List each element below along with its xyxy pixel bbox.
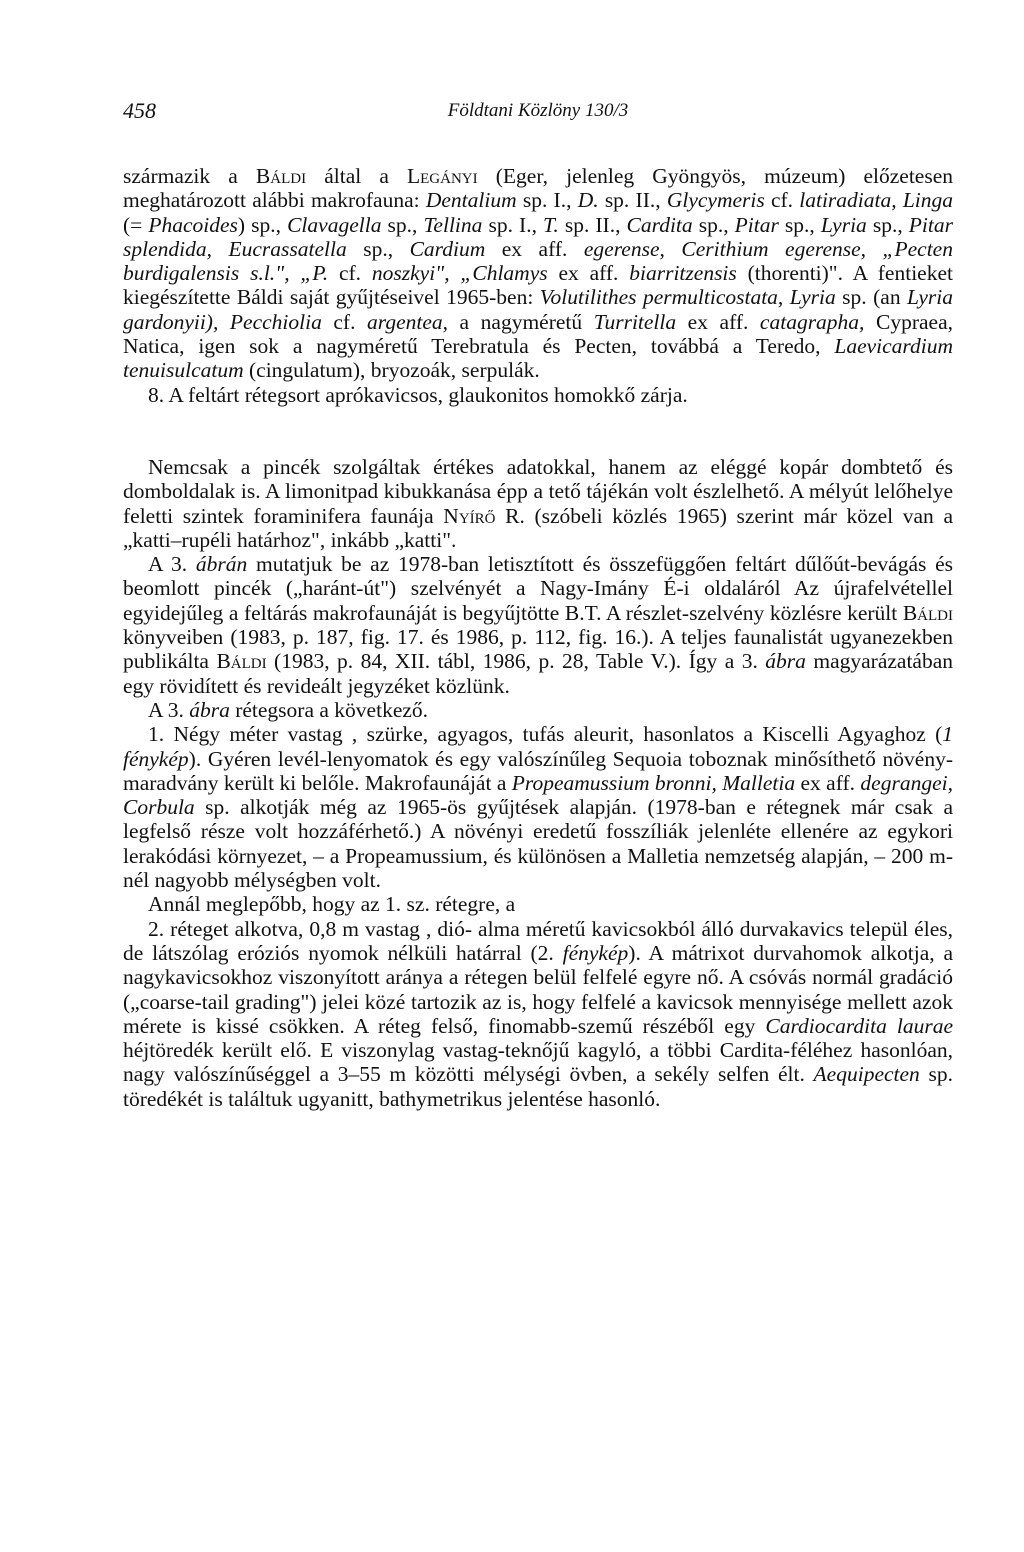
paragraph-transition: Annál meglepőbb, hogy az 1. sz. rétegre, a: [148, 892, 516, 917]
taxon-name: Laevicardium tenuisulcatum: [123, 334, 953, 383]
text-run: ex aff.: [676, 309, 760, 334]
text-run: sp. I.,: [482, 212, 544, 237]
paragraph-layer-2: [123, 917, 953, 1111]
paragraph-item-8: 8. A feltárt rétegsort aprókavicsos, glaukonitos homokkő zárja.: [148, 382, 688, 407]
text-run: Nemcsak a pincék szolgáltak értékes adatokkal, hanem az eléggé kopár dombtető és domboldalak is. A limonitpad kibukkanása épp a tető tájékán volt észlelhető. A mélyút lelőhelye feletti szintek foraminifera faunája: [123, 454, 953, 528]
taxon-name: Volutilithes permulticostata, Lyria: [539, 285, 836, 310]
text-run: 2. réteget alkotva, 0,8 m vastag , dió- alma méretű kavicsokból álló durvakavics települ éles, de látszólag eróziós nyomok nélküli határral (2.: [123, 916, 953, 965]
text-run: R. (szóbeli közlés 1965) szerint már közel van a „katti–rupéli határhoz", inkább „katti".: [123, 503, 953, 552]
taxon-name: degrangei, Corbula: [123, 770, 953, 820]
text-run: sp. II.,: [598, 188, 667, 213]
taxon-name: Cardium: [409, 236, 486, 261]
text-run: (thorenti)". A fentieket kiegészítette Báldi saját gyűjtéseivel 1965-ben:: [123, 261, 953, 310]
paragraph-hilltop: [123, 455, 953, 552]
text-run: sp. (an: [835, 285, 908, 310]
text-run: magyarázatában egy rövidített és revideált jegyzéket közlünk.: [123, 649, 954, 698]
taxon-name: catagrapha,: [759, 309, 865, 334]
text-run: sp.,: [692, 212, 735, 237]
page: [123, 92, 953, 1111]
taxon-name: D.: [577, 188, 599, 213]
text-run: ex aff.: [795, 770, 861, 795]
author-name: Báldi: [902, 600, 953, 625]
text-run: rétegsora a következő.: [229, 697, 429, 722]
text-run: ). Gyéren levél-lenyomatok és egy valószínűleg Sequoia toboznak minősíthető növény-maradvány került ki belőle. Makrofaunáját a: [123, 746, 953, 795]
paragraph-fauna: [123, 164, 953, 383]
text-run: (Eger, jelenleg Gyöngyös, múzeum) előzetesen meghatározott alábbi makrofauna:: [123, 164, 953, 213]
figure-reference: ábra: [765, 649, 806, 674]
text-run: sp. I.,: [516, 188, 578, 213]
text-run: Cypraea, Natica, igen sok a nagyméretű Terebratula és Pecten, továbbá a Teredo,: [123, 309, 953, 359]
text-run: sp.,: [346, 236, 410, 261]
taxon-name: Lyria: [820, 212, 867, 237]
text-run: a nagyméretű: [448, 309, 594, 334]
text-run: cf.: [321, 309, 367, 334]
text-run: ). A mátrixot durvahomok alkotja, a nagykavicsokhoz viszonyított aránya a rétegen belül felfelé egyre nő. A csóvás normál gradáció („coarse-tail grading") jelei közé tartozik az is, hogy felfelé a kavicsok mennyisége mellett azok mérete is kissé csökken. A réteg felső, finomabb-szemű részéből egy: [123, 940, 953, 1038]
figure-reference: ábra: [189, 697, 230, 722]
section-fauna-list: [123, 164, 953, 407]
photo-reference: fénykép: [562, 940, 629, 965]
text-run: (1983, p. 84, XII. tábl, 1986, p. 28, Table V.). Így a 3.: [266, 649, 766, 674]
text-run: által a: [306, 164, 407, 188]
text-run: sp. alkotják még az 1965-ös gyűjtések alapján. (1978-ban e rétegnek már csak a legfelső része volt hozzáférhető.) A növényi eredetű fosszíliák jelenléte ellenére az egykori lerakódási környezet, – a Propeamussium, és különösen a Malletia nemzetség alapján, – 200 m-nél nagyobb mélységben volt.: [123, 795, 953, 893]
paragraph-sequence-intro: [123, 698, 953, 722]
taxon-name: Cardiocardita laurae: [765, 1013, 953, 1038]
taxon-name: Glycymeris: [666, 188, 765, 213]
taxon-name: Clavagella: [287, 212, 382, 237]
taxon-name: Dentalium: [425, 188, 517, 213]
taxon-name: noszkyi", „Chlamys: [371, 261, 548, 286]
text-run: A 3.: [148, 552, 196, 577]
journal-title: Földtani Közlöny 130/3: [447, 100, 629, 121]
text-run: cf.: [328, 261, 372, 286]
text-run: A 3.: [148, 697, 190, 722]
taxon-name: T.: [543, 212, 559, 237]
text-run: (cingulatum), bryozoák, serpulák.: [243, 358, 540, 383]
author-name: Nyírő: [443, 503, 496, 528]
section-stratigraphy: [123, 455, 953, 1111]
page-number: 458: [123, 98, 156, 123]
taxon-name: biarritzensis: [629, 261, 737, 286]
taxon-name: Lyria gardonyii), Pecchiolia: [123, 285, 953, 334]
text-run: mutatjuk be az 1978-ban letisztított és összefüggően feltárt dűlőút-bevágás és beomlott pincék („haránt-út") szelvényét a Nagy-Imány É-i oldaláról Az újrafelvétellel egyidejűleg a feltárás makrofaunáját is begyűjtötte B.T. A részlet-szelvény közlésre került: [123, 552, 953, 625]
text-run: (=: [123, 212, 149, 237]
author-name: Báldi: [216, 649, 267, 674]
taxon-name: Tellina: [423, 212, 483, 237]
text-run: sp.,: [778, 212, 821, 237]
paragraph-layer-1: [123, 722, 953, 892]
text-run: cf.: [764, 188, 800, 213]
taxon-name: Propeamussium bronni, Malletia: [511, 770, 796, 795]
taxon-name: Pitar: [734, 212, 779, 237]
text-run: származik a: [123, 164, 256, 188]
photo-reference: 1 fénykép: [123, 722, 953, 771]
text-run: könyveiben (1983, p. 187, fig. 17. és 1986, p. 112, fig. 16.). A teljes faunalistát ugyanezekben publikálta: [123, 625, 953, 674]
taxon-name: Aequipecten: [813, 1062, 920, 1087]
text-run: sp.,: [381, 212, 424, 237]
taxon-name: Phacoides: [148, 212, 238, 237]
taxon-name: Pitar splendida, Eucrassatella: [123, 212, 953, 261]
author-name: Báldi: [255, 164, 307, 188]
paragraph-figure-3: [123, 552, 953, 698]
taxon-name: egerense, Cerithium egerense, „Pecten burdigalensis s.l.", „P.: [123, 236, 953, 286]
section-gap: [123, 407, 953, 455]
text-run: sp.,: [866, 212, 909, 237]
taxon-name: latiradiata, Linga: [799, 188, 954, 213]
text-run: 1. Négy méter vastag , szürke, agyagos, tufás aleurit, hasonlatos a Kiscelli Agyaghoz (: [148, 722, 943, 747]
running-header: [123, 92, 953, 124]
text-run: ) sp.,: [237, 212, 288, 237]
text-run: ex aff.: [547, 261, 630, 286]
taxon-name: argentea,: [367, 309, 449, 334]
author-name: Legányi: [407, 164, 478, 188]
text-run: sp. töredékét is találtuk ugyanitt, bathymetrikus jelentése hasonló.: [123, 1062, 953, 1111]
taxon-name: Turritella: [593, 309, 677, 334]
text-run: héjtöredék került elő. E viszonylag vastag-teknőjű kagyló, a többi Cardita-féléhez hasonlóan, nagy valószínűséggel a 3–55 m közötti mélységi övben, a sekély selfen élt.: [123, 1038, 953, 1087]
taxon-name: Cardita: [626, 212, 693, 237]
text-run: sp. II.,: [558, 212, 627, 237]
text-run: ex aff.: [485, 236, 584, 261]
figure-reference: ábrán: [195, 552, 248, 577]
